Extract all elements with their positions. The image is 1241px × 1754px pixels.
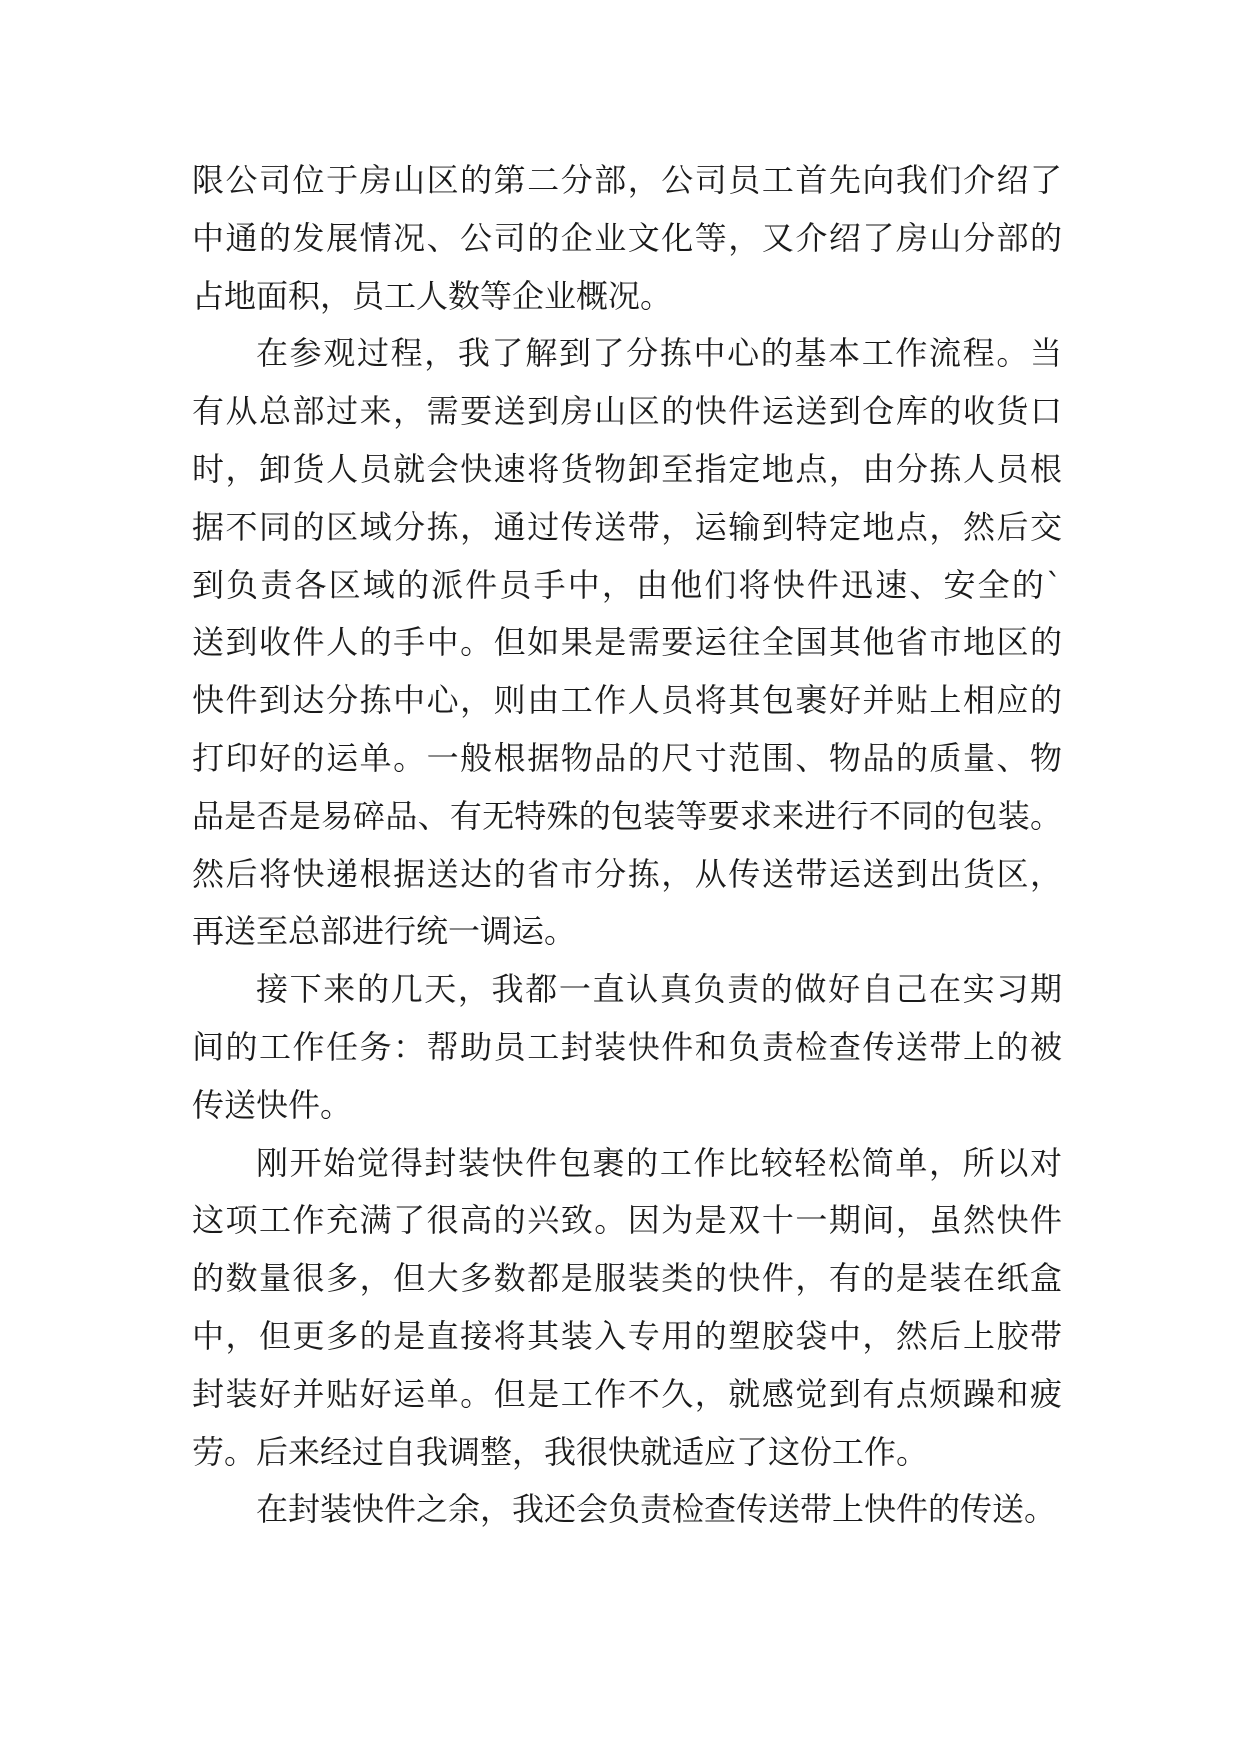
text-line: 时，卸货人员就会快速将货物卸至指定地点，由分拣人员根 — [192, 449, 1062, 488]
text-line: 快件到达分拣中心，则由工作人员将其包裹好并贴上相应的 — [192, 681, 1062, 720]
text-line: 传送快件。 — [192, 1085, 353, 1124]
text-line: 送到收件人的手中。但如果是需要运往全国其他省市地区的 — [192, 623, 1062, 662]
text-line: 中通的发展情况、公司的企业文化等，又介绍了房山分部的 — [192, 218, 1062, 257]
text-line: 这项工作充满了很高的兴致。因为是双十一期间，虽然快件 — [192, 1201, 1062, 1240]
text-line: 到负责各区域的派件员手中，由他们将快件迅速、安全的` — [192, 565, 1062, 604]
document-body — [192, 152, 1062, 1539]
text-line: 的数量很多，但大多数都是服装类的快件，有的是装在纸盒 — [192, 1259, 1062, 1298]
text-line: 据不同的区域分拣，通过传送带，运输到特定地点，然后交 — [192, 507, 1062, 546]
text-line: 在参观过程，我了解到了分拣中心的基本工作流程。当 — [256, 334, 1062, 373]
text-line: 有从总部过来，需要送到房山区的快件运送到仓库的收货口 — [192, 392, 1062, 431]
text-line: 接下来的几天，我都一直认真负责的做好自己在实习期 — [256, 970, 1062, 1009]
text-line: 在封装快件之余，我还会负责检查传送带上快件的传送。 — [256, 1490, 1057, 1529]
text-line: 占地面积，员工人数等企业概况。 — [192, 276, 673, 315]
paragraph — [192, 961, 1062, 1134]
text-line: 再送至总部进行统一调运。 — [192, 912, 577, 951]
text-line: 间的工作任务：帮助员工封装快件和负责检查传送带上的被 — [192, 1027, 1062, 1066]
text-line: 品是否是易碎品、有无特殊的包装等要求来进行不同的包装。 — [192, 796, 1062, 835]
text-line: 中，但更多的是直接将其装入专用的塑胶袋中，然后上胶带 — [192, 1316, 1062, 1355]
text-line: 封装好并贴好运单。但是工作不久，就感觉到有点烦躁和疲 — [192, 1374, 1062, 1413]
text-line: 刚开始觉得封装快件包裹的工作比较轻松简单，所以对 — [256, 1143, 1062, 1182]
text-line: 劳。后来经过自我调整，我很快就适应了这份工作。 — [192, 1432, 929, 1471]
text-line: 然后将快递根据送达的省市分拣，从传送带运送到出货区， — [192, 854, 1062, 893]
paragraph — [192, 1135, 1062, 1482]
text-line: 打印好的运单。一般根据物品的尺寸范围、物品的质量、物 — [192, 738, 1062, 777]
paragraph — [192, 1481, 1062, 1539]
paragraph — [192, 325, 1062, 961]
paragraph — [192, 152, 1062, 325]
text-line: 限公司位于房山区的第二分部，公司员工首先向我们介绍了 — [192, 161, 1062, 199]
